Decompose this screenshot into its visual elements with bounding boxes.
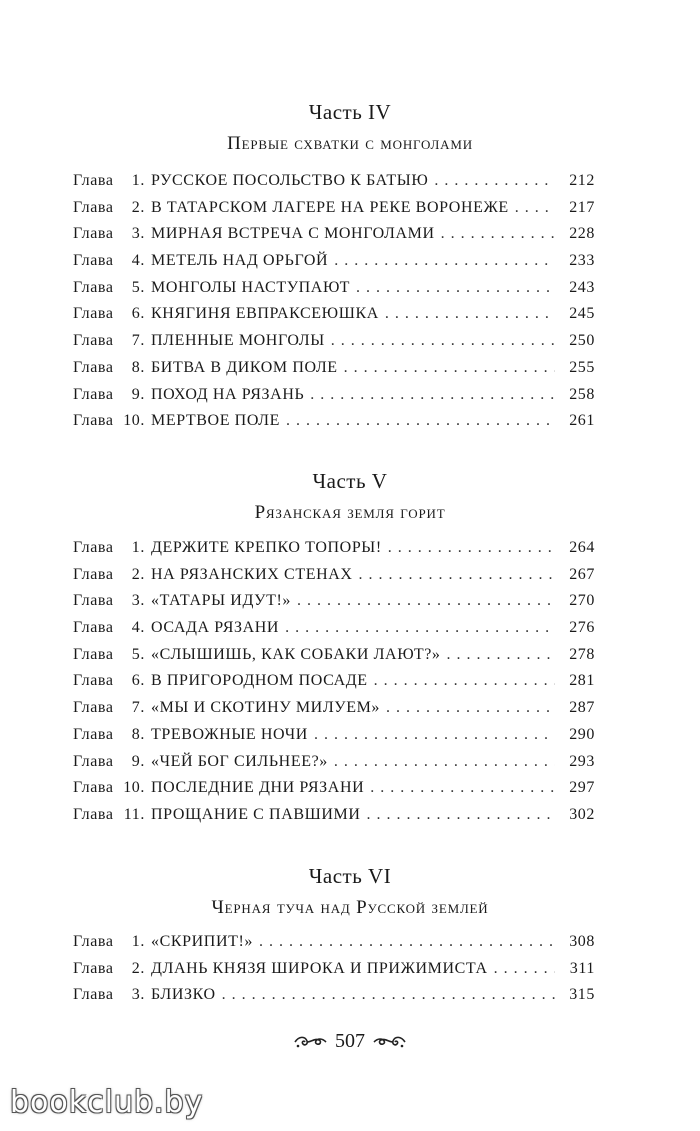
chapter-label: Глава: [73, 539, 114, 556]
chapter-number: 8.: [131, 358, 145, 376]
dot-leader: [388, 539, 555, 557]
toc-entry: [73, 386, 595, 413]
dot-leader: [334, 753, 555, 771]
chapter-label: Глава: [73, 933, 114, 950]
chapter-title: МИРНАЯ ВСТРЕЧА С МОНГОЛАМИ: [151, 225, 435, 243]
chapter-number: 5.: [131, 278, 145, 296]
chapter-page-number: 255: [569, 358, 595, 376]
dot-leader: [515, 199, 555, 217]
dot-leader: [222, 986, 555, 1004]
chapter-label: Глава: [73, 752, 114, 770]
toc-entry: [73, 225, 595, 252]
chapter-page-number: 293: [569, 752, 595, 770]
toc-entry: [73, 646, 595, 673]
chapter-title: «ТАТАРЫ ИДУТ!»: [151, 592, 292, 610]
toc-entry: [73, 252, 595, 279]
dot-leader: [385, 305, 555, 323]
chapter-title: МЕРТВОЕ ПОЛЕ: [151, 412, 281, 430]
chapter-number: 1.: [131, 539, 145, 556]
chapter-title: «ЧЕЙ БОГ СИЛЬНЕЕ?»: [151, 752, 328, 770]
dot-leader: [286, 412, 555, 430]
chapter-page-number: 297: [569, 779, 595, 797]
chapter-page-number: 270: [569, 592, 595, 610]
chapter-label: Глава: [73, 725, 114, 743]
chapter-page-number: 287: [569, 699, 595, 717]
chapter-label: Глава: [73, 645, 114, 663]
chapter-number: 6.: [131, 305, 145, 323]
toc-entry: [73, 933, 595, 960]
chapter-number: 7.: [131, 699, 145, 717]
chapter-label: Глава: [73, 385, 114, 403]
fleuron-ornament-icon: [373, 1033, 407, 1051]
chapter-number: 6.: [131, 672, 145, 690]
toc-entry: [73, 779, 595, 806]
chapter-label: Глава: [73, 959, 114, 977]
dot-leader: [259, 933, 555, 951]
chapter-page-number: 261: [569, 412, 595, 430]
chapter-number: 5.: [131, 645, 145, 663]
chapter-label: Глава: [73, 672, 114, 690]
dot-leader: [441, 225, 555, 243]
toc-entry: [73, 359, 595, 386]
chapter-page-number: 311: [569, 959, 595, 977]
toc-entry: [73, 592, 595, 619]
toc-list: [73, 539, 595, 833]
toc-list: [73, 172, 595, 439]
chapter-label: Глава: [73, 358, 114, 376]
chapter-title: «МЫ И СКОТИНУ МИЛУЕМ»: [151, 699, 381, 717]
chapter-label: Глава: [73, 198, 114, 216]
dot-leader: [356, 279, 555, 297]
chapter-label: Глава: [73, 565, 114, 583]
chapter-label: Глава: [73, 699, 114, 717]
chapter-page-number: 243: [569, 278, 595, 296]
page-footer: [0, 1030, 700, 1053]
toc-entry: [73, 199, 595, 226]
chapter-title: МОНГОЛЫ НАСТУПАЮТ: [151, 278, 350, 296]
toc-entry: [73, 619, 595, 646]
dot-leader: [297, 592, 555, 610]
toc-entry: [73, 412, 595, 439]
chapter-page-number: 212: [569, 172, 595, 189]
chapter-title: «СЛЫШИШЬ, КАК СОБАКИ ЛАЮТ?»: [151, 645, 441, 663]
chapter-page-number: 281: [569, 672, 595, 690]
toc-entry: [73, 726, 595, 753]
chapter-label: Глава: [73, 779, 114, 797]
chapter-page-number: 233: [569, 252, 595, 270]
chapter-number: 4.: [131, 252, 145, 270]
chapter-title: ПОСЛЕДНИЕ ДНИ РЯЗАНИ: [151, 779, 365, 797]
chapter-number: 3.: [131, 225, 145, 243]
chapter-title: ДЛАНЬ КНЯЗЯ ШИРОКА И ПРИЖИМИСТА: [151, 959, 488, 977]
chapter-label: Глава: [73, 225, 114, 243]
chapter-number: 10.: [123, 779, 145, 797]
toc-entry: [73, 753, 595, 780]
chapter-number: 10.: [123, 412, 145, 430]
dot-leader: [370, 779, 555, 797]
dot-leader: [494, 960, 555, 978]
chapter-label: Глава: [73, 305, 114, 323]
toc-entry: [73, 806, 595, 833]
dot-leader: [314, 726, 555, 744]
chapter-title: РУССКОЕ ПОСОЛЬСТВО К БАТЫЮ: [151, 172, 429, 189]
fleuron-ornament-icon: [293, 1033, 327, 1051]
chapter-title: БЛИЗКО: [151, 986, 216, 1004]
chapter-title: МЕТЕЛЬ НАД ОРЬГОЙ: [151, 252, 329, 270]
chapter-page-number: 217: [569, 198, 595, 216]
chapter-page-number: 315: [569, 986, 595, 1004]
chapter-page-number: 258: [569, 385, 595, 403]
dot-leader: [386, 699, 555, 717]
part-heading: [0, 100, 700, 156]
dot-leader: [310, 386, 555, 404]
chapter-page-number: 267: [569, 565, 595, 583]
chapter-number: 3.: [131, 986, 145, 1004]
toc-entry: [73, 305, 595, 332]
chapter-label: Глава: [73, 592, 114, 610]
chapter-label: Глава: [73, 412, 114, 430]
chapter-title: «СКРИПИТ!»: [151, 933, 254, 950]
site-watermark: bookclub.by: [10, 1085, 204, 1120]
chapter-title: В ТАТАРСКОМ ЛАГЕРЕ НА РЕКЕ ВОРОНЕЖЕ: [151, 198, 509, 216]
chapter-number: 2.: [131, 565, 145, 583]
chapter-label: Глава: [73, 619, 114, 637]
dot-leader: [285, 619, 555, 637]
chapter-label: Глава: [73, 805, 114, 823]
chapter-title: ПРОЩАНИЕ С ПАВШИМИ: [151, 805, 361, 823]
part-heading: [0, 864, 700, 920]
chapter-title: ПОХОД НА РЯЗАНЬ: [151, 385, 305, 403]
dot-leader: [367, 806, 555, 824]
toc-entry: [73, 172, 595, 199]
toc-entry: [73, 672, 595, 699]
dot-leader: [334, 252, 555, 270]
chapter-title: НА РЯЗАНСКИХ СТЕНАХ: [151, 565, 353, 583]
chapter-page-number: 250: [569, 332, 595, 350]
chapter-page-number: 290: [569, 725, 595, 743]
dot-leader: [359, 566, 555, 584]
chapter-number: 2.: [131, 198, 145, 216]
part-title: Часть IV: [308, 100, 392, 124]
chapter-title: ПЛЕННЫЕ МОНГОЛЫ: [151, 332, 325, 350]
chapter-number: 8.: [131, 725, 145, 743]
chapter-title: БИТВА В ДИКОМ ПОЛЕ: [151, 358, 338, 376]
toc-entry: [73, 986, 595, 1013]
chapter-number: 1.: [131, 933, 145, 950]
chapter-number: 9.: [131, 385, 145, 403]
dot-leader: [434, 172, 555, 190]
chapter-page-number: 264: [569, 539, 595, 556]
chapter-title: ДЕРЖИТЕ КРЕПКО ТОПОРЫ!: [151, 539, 382, 556]
chapter-label: Глава: [73, 172, 114, 189]
toc-entry: [73, 539, 595, 566]
chapter-title: В ПРИГОРОДНОМ ПОСАДЕ: [151, 672, 368, 690]
dot-leader: [331, 332, 555, 350]
chapter-title: КНЯГИНЯ ЕВПРАКСЕЮШКА: [151, 305, 379, 323]
chapter-number: 7.: [131, 332, 145, 350]
part-title: Часть VI: [308, 864, 392, 888]
chapter-number: 4.: [131, 619, 145, 637]
chapter-page-number: 302: [569, 805, 595, 823]
page-number: 507: [335, 1030, 365, 1052]
chapter-number: 11.: [123, 805, 145, 823]
part-subtitle: Рязанская земля горит: [254, 502, 446, 523]
chapter-number: 9.: [131, 752, 145, 770]
part-subtitle: Черная туча над Русской землей: [211, 897, 489, 918]
chapter-page-number: 308: [569, 933, 595, 950]
chapter-label: Глава: [73, 278, 114, 296]
chapter-page-number: 245: [569, 305, 595, 323]
toc-entry: [73, 279, 595, 306]
chapter-title: ОСАДА РЯЗАНИ: [151, 619, 280, 637]
dot-leader: [344, 359, 555, 377]
chapter-page-number: 278: [569, 645, 595, 663]
dot-leader: [447, 646, 555, 664]
chapter-title: ТРЕВОЖНЫЕ НОЧИ: [151, 725, 308, 743]
chapter-page-number: 228: [569, 225, 595, 243]
part-heading: [0, 469, 700, 525]
chapter-label: Глава: [73, 986, 114, 1004]
toc-list: [73, 933, 595, 1013]
toc-entry: [73, 332, 595, 359]
chapter-number: 2.: [131, 959, 145, 977]
chapter-number: 3.: [131, 592, 145, 610]
toc-entry: [73, 699, 595, 726]
part-subtitle: Первые схватки с монголами: [227, 133, 473, 154]
toc-entry: [73, 566, 595, 593]
chapter-label: Глава: [73, 252, 114, 270]
chapter-label: Глава: [73, 332, 114, 350]
chapter-number: 1.: [131, 172, 145, 189]
part-title: Часть V: [312, 469, 388, 493]
dot-leader: [374, 672, 555, 690]
toc-entry: [73, 960, 595, 987]
chapter-page-number: 276: [569, 619, 595, 637]
